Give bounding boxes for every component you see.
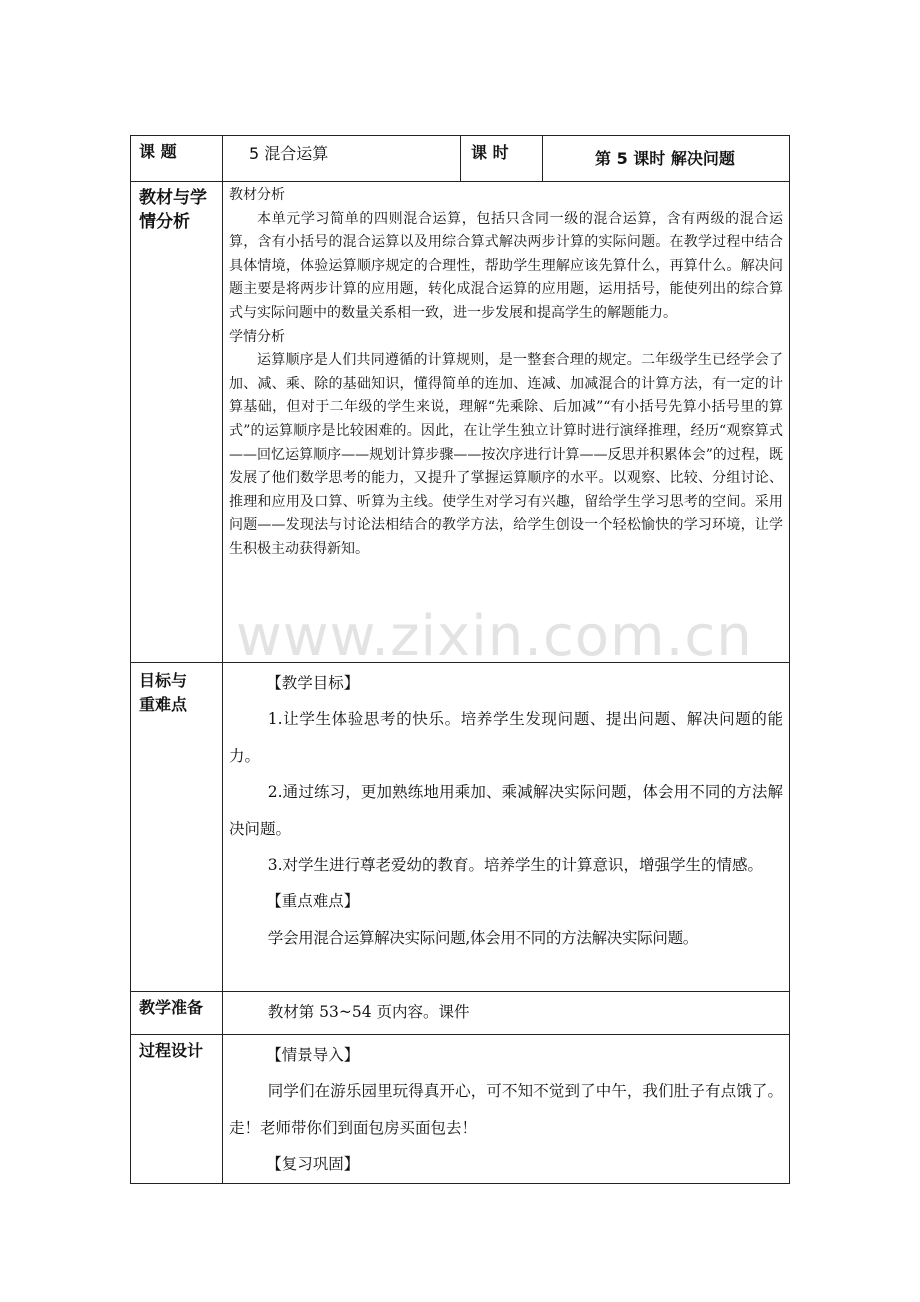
watermark-logo: www.zixin.com.cn [236,604,753,669]
prep-content [223,992,790,1035]
goals-label-line1: 目标与 [139,671,188,690]
student-analysis-title: 学情分析 [229,328,285,345]
student-analysis-text: 运算顺序是人们共同遵循的计算规则，是一整套合理的规定。二年级学生已经学会了加、减、乘、除的基础知识，懂得简单的连加、连减、加减混合的计算方法，有一定的计算基础，但对于二年级的学生来说，理解“先乘除、后加减”“有小括号先算小括号里的算式”的运算顺序是比较困难的。因此，在让学生独立计算时进行演绎推理，经历“观察算式——回忆运算顺序——规划计算步骤——按次序进行计算——反思并积累体会”的过程，既发展了他们数学思考的能力，又提升了掌握运算顺序的水平。以观察、比较、分组讨论、推理和应用及口算、听算为主线。使学生对学习有兴趣，留给学生学习思考的空间。采用问题——发现法与讨论法相结合的教学方法，给学生创设一个轻松愉快的学习环境，让学生积极主动获得新知。 [229,352,783,557]
intro-title: 【情景导入】 [266,1046,360,1064]
period-value-text: 第 5 课时 解决问题 [595,149,735,168]
prep-label: 教学准备 [131,992,223,1035]
period-value [543,136,790,182]
review-title: 【复习巩固】 [266,1155,360,1174]
intro-text: 同学们在游乐园里玩得真开心，可不知不觉到了中午，我们肚子有点饿了。走！老师带你们到面包房买面包去！ [229,1082,783,1137]
analysis-row [131,182,790,663]
process-row [131,1035,790,1184]
topic-value [223,136,461,182]
objective-item-1: 1.让学生体验思考的快乐。培养学生发现问题、提出问题、解决问题的能力。 [229,710,783,765]
key-points-title: 【重点难点】 [266,892,360,911]
process-label: 过程设计 [131,1035,223,1184]
prep-text: 教材第 53~54 页内容。课件 [267,1003,470,1021]
period-label-text: 课 时 [471,143,509,162]
goals-label [131,663,223,992]
key-points-text: 学会用混合运算解决实际问题,体会用不同的方法解决实际问题。 [267,928,698,947]
period-label [461,136,543,182]
analysis-content [223,182,790,663]
analysis-label [131,182,223,663]
topic-label: 课 题 [131,136,223,182]
header-row [131,136,790,182]
material-analysis-title: 教材分析 [229,187,285,203]
objectives-title: 【教学目标】 [266,674,360,692]
prep-row [131,992,790,1035]
goals-content [223,663,790,992]
topic-value-text: 5 混合运算 [249,144,329,163]
lesson-plan-sheet [130,135,789,1184]
lesson-plan-table [130,135,790,1184]
goals-label-line2: 重难点 [139,695,188,714]
material-analysis-text: 本单元学习简单的四则混合运算，包括只含同一级的混合运算，含有两级的混合运算，含有小括号的混合运算以及用综合算式解决两步计算的实际问题。在教学过程中结合具体情境，体验运算顺序规定的合理性，帮助学生理解应该先算什么，再算什么。解决问题主要是将两步计算的应用题，转化成混合运算的应用题，运用括号，能使列出的综合算式与实际问题中的数量关系相一致，进一步发展和提高学生的解题能力。 [229,210,783,321]
goals-row [131,663,790,992]
process-content [223,1035,790,1184]
analysis-label-text: 教材与学情分析 [139,188,207,232]
objective-item-3: 3.对学生进行尊老爱幼的教育。培养学生的计算意识，增强学生的情感。 [267,856,764,875]
objective-item-2: 2.通过练习，更加熟练地用乘加、乘减解决实际问题，体会用不同的方法解决问题。 [229,783,783,838]
